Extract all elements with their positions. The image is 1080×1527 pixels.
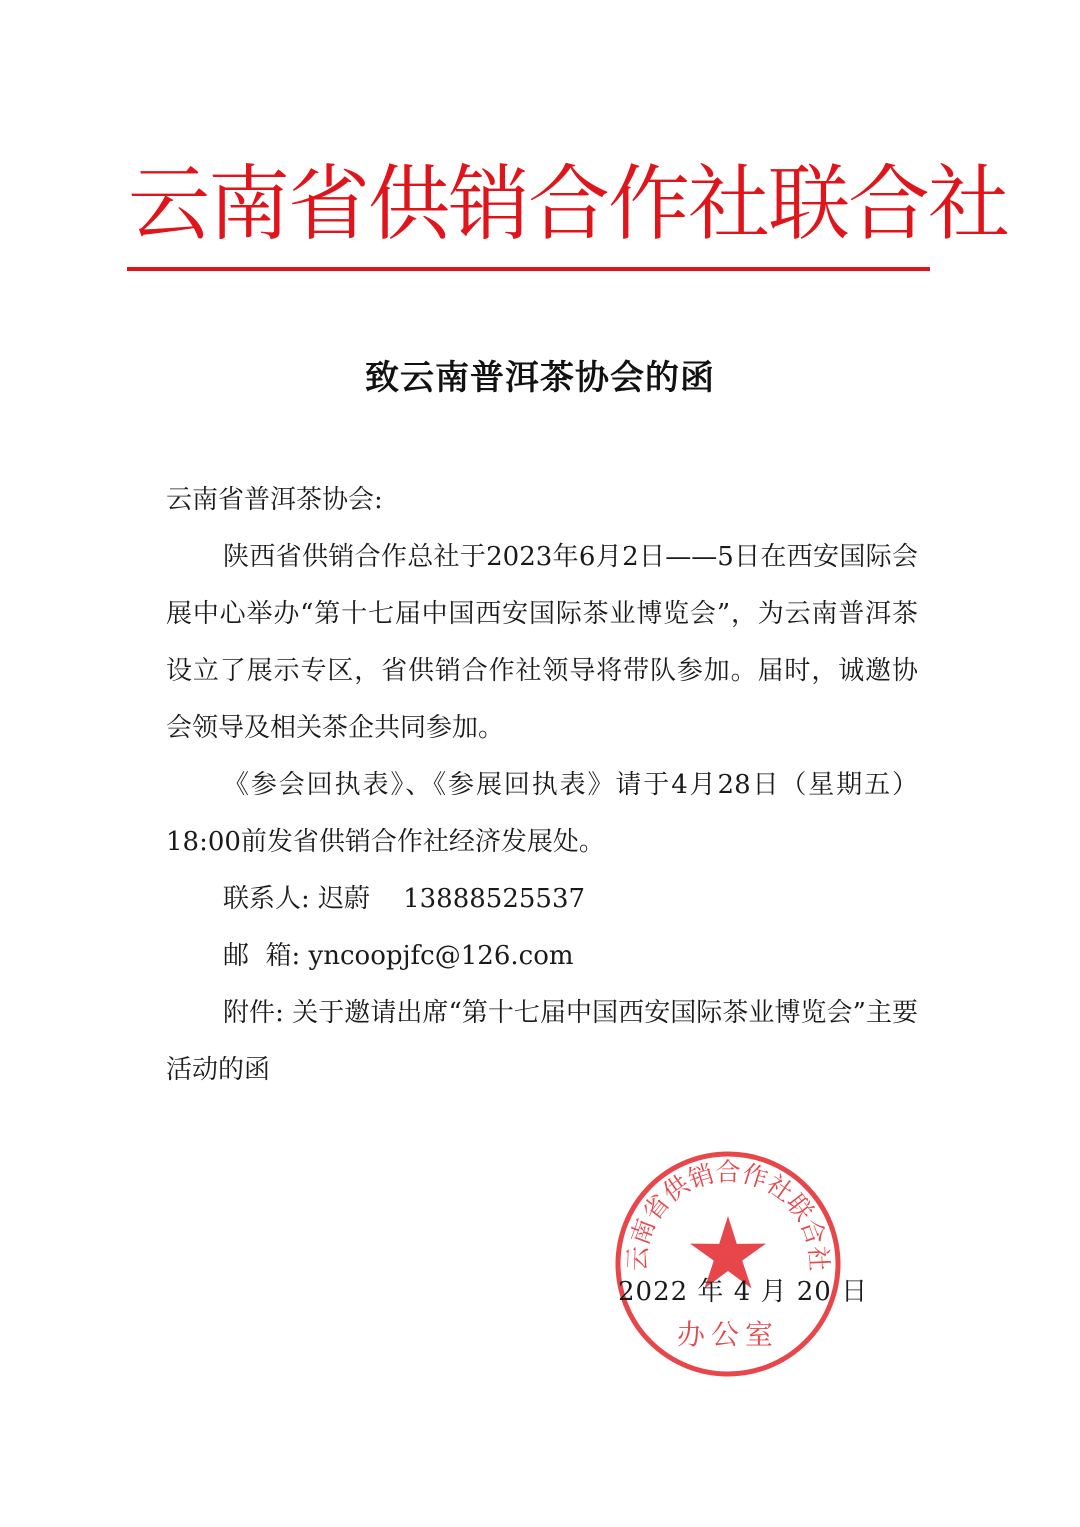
contact-person-line: 联系人: 迟蔚 13888525537 (223, 884, 586, 914)
paragraph-invitation: 陕西省供销合作总社于2023年6月2日——5日在西安国际会展中心举办“第十七届中国西安国际茶业博览会”，为云南普洱茶设立了展示专区，省供销合作社领导将带队参加。届时，诚邀协会领导及相关茶企共同参加。 (166, 542, 918, 743)
email-line: 邮 箱: yncoopjfc@126.com (223, 941, 574, 971)
seal-arc-text: 云南省供销合作社联合社 (622, 1157, 834, 1272)
attachment-line: 附件: 关于邀请出席“第十七届中国西安国际茶业博览会”主要活动的函 (166, 998, 918, 1085)
paragraph-deadline: 《参会回执表》、《参展回执表》请于4月28日（星期五）18:00前发省供销合作社经济发展处。 (166, 770, 918, 857)
letterhead-red-rule (127, 267, 930, 271)
letterhead-title: 云南省供销合作社联合社 (128, 157, 1009, 252)
official-seal (612, 1148, 844, 1380)
seal-bottom-text: 办公室 (676, 1318, 780, 1351)
letter-body (166, 472, 918, 1099)
salutation: 云南省普洱茶协会: (166, 485, 383, 515)
signing-date: 2022 年 4 月 20 日 (618, 1277, 869, 1307)
document-title: 致云南普洱茶协会的函 (365, 358, 715, 398)
